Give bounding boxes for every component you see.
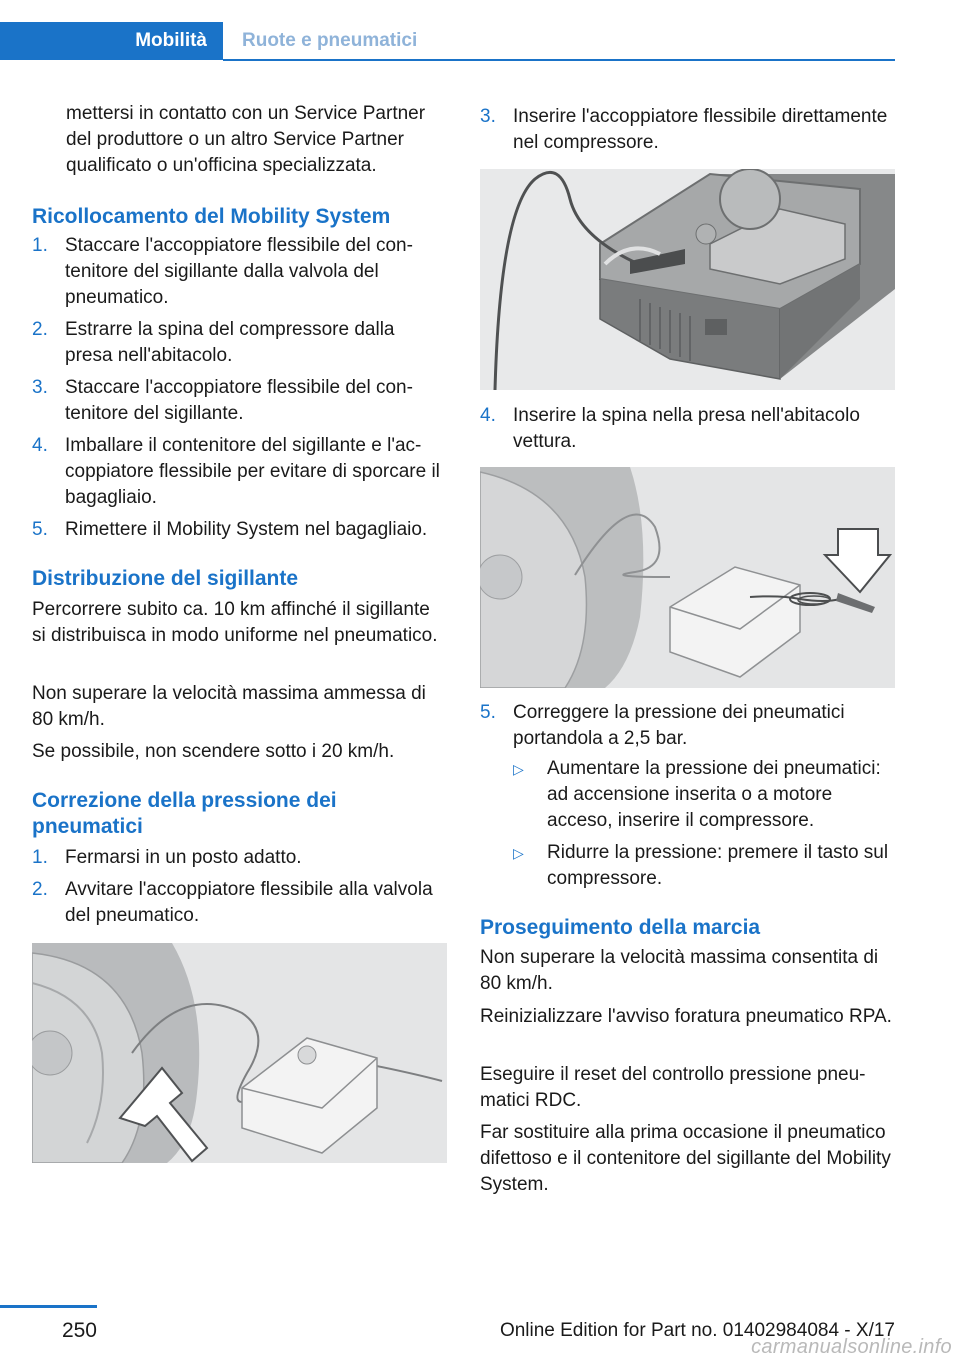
header-rule xyxy=(223,59,895,61)
list-item xyxy=(480,403,895,455)
list-number: 1. xyxy=(32,847,48,868)
list-text: Inserire l'accoppiatore flessibile direttamente nel compressore. xyxy=(513,106,888,153)
tab-ruote-e-pneumatici[interactable]: Ruote e pneumatici xyxy=(242,30,418,51)
list-text: Imballare il contenitore del sigillante e l'accoppiatore flessibile per evitare di sporcare il bagagliaio. xyxy=(65,435,440,508)
page-header xyxy=(0,22,895,60)
list-number: 2. xyxy=(32,879,48,900)
list-item xyxy=(32,877,447,929)
list-item xyxy=(32,233,447,311)
triangle-bullet-icon: ▷ xyxy=(513,761,524,777)
list-number: 2. xyxy=(32,319,48,340)
section-title-distribuzione: Distribuzione del sigillante xyxy=(32,567,299,590)
list-number: 5. xyxy=(480,702,496,723)
paragraph: Non superare la velocità massima consentita di 80 km/h. xyxy=(480,947,879,994)
list-text: Avvitare l'accoppiatore flessibile alla valvola del pneumatico. xyxy=(65,879,433,926)
list-number: 3. xyxy=(32,377,48,398)
list-text: Staccare l'accoppiatore flessibile del contenitore del sigillante. xyxy=(65,377,413,424)
section-title-ricollocamento: Ricollocamento del Mobility System xyxy=(32,205,391,228)
list-number: 1. xyxy=(32,235,48,256)
list-number: 5. xyxy=(32,519,48,540)
paragraph: Far sostituire alla prima occasione il pneumatico difettoso e il contenitore del sigillante del Mobility System. xyxy=(480,1122,891,1195)
sub-list-item xyxy=(513,840,895,892)
list-number: 4. xyxy=(32,435,48,456)
sub-list-item xyxy=(513,756,895,834)
list-number: 3. xyxy=(480,106,496,127)
paragraph: Percorrere subito ca. 10 km affinché il sigillante si distribuisca in modo uniforme nel pneumatico. xyxy=(32,599,438,646)
illustration-hose-compressor xyxy=(480,169,895,390)
illustration-valve-connection xyxy=(32,943,447,1163)
list-text: Ridurre la pressione: premere il tasto sul compressore. xyxy=(547,842,889,889)
page-number: 250 xyxy=(61,1319,97,1342)
list-text: Correggere la pressione dei pneumatici portandola a 2,5 bar. xyxy=(513,702,845,749)
list-item xyxy=(480,104,895,156)
list-item xyxy=(32,433,447,511)
watermark: carmanualsonline.info xyxy=(751,1336,952,1358)
paragraph: Se possibile, non scendere sotto i 20 km/h. xyxy=(32,741,395,762)
list-text: Staccare l'accoppiatore flessibile del contenitore del sigillante dalla valvola del pneumatico. xyxy=(65,235,413,308)
section-title-correzione: Correzione della pressione dei pneumatici xyxy=(32,789,337,838)
list-text: Aumentare la pressione dei pneumatici: ad accensione inserita o a motore acceso, inserire il compressore. xyxy=(547,758,881,831)
list-item xyxy=(32,845,447,871)
list-item xyxy=(32,317,447,369)
intro-paragraph: mettersi in contatto con un Service Partner del produttore o un altro Service Partner qualificato o un'officina specializzata. xyxy=(66,103,426,176)
edition-info: Online Edition for Part no. 01402984084 - X/17 xyxy=(499,1320,895,1341)
paragraph: Eseguire il reset del controllo pressione pneumatici RDC. xyxy=(480,1064,866,1111)
list-text: Estrarre la spina del compressore dalla presa nell'abitacolo. xyxy=(65,319,395,366)
list-text: Inserire la spina nella presa nell'abitacolo vettura. xyxy=(513,405,860,452)
triangle-bullet-icon: ▷ xyxy=(513,845,524,861)
illustration-plug-socket xyxy=(480,467,895,688)
list-number: 4. xyxy=(480,405,496,426)
list-item xyxy=(32,375,447,427)
list-text: Rimettere il Mobility System nel bagagliaio. xyxy=(65,519,428,540)
tab-mobilita[interactable]: Mobilità xyxy=(0,22,223,60)
list-item xyxy=(32,517,452,543)
list-text: Fermarsi in un posto adatto. xyxy=(65,847,302,868)
footer-rule xyxy=(0,1305,97,1308)
list-item xyxy=(480,700,895,752)
section-title-proseguimento: Proseguimento della marcia xyxy=(480,916,761,939)
paragraph: Non superare la velocità massima ammessa di 80 km/h. xyxy=(32,683,426,730)
paragraph: Reinizializzare l'avviso foratura pneumatico RPA. xyxy=(480,1006,892,1027)
